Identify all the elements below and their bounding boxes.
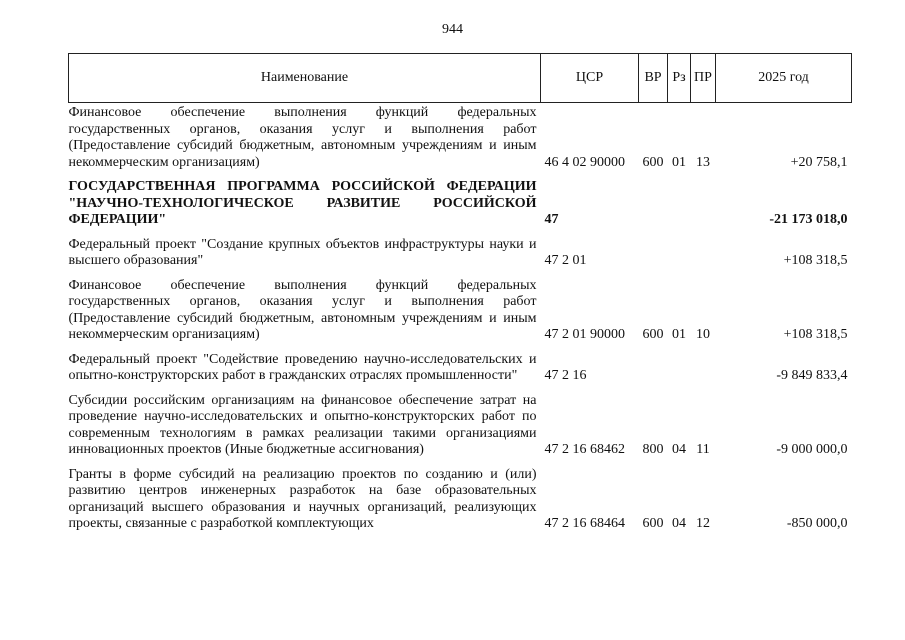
cell-amount: -21 173 018,0 <box>769 212 848 227</box>
header-vr: ВР <box>639 54 668 103</box>
row-spacer-cell <box>69 344 852 352</box>
cell-name: Федеральный проект "Содействие проведению научно-исследовательских и опытно-конструкторских работ в гражданских отраслях промышленности" <box>68 351 537 383</box>
table-row <box>69 467 852 533</box>
cell-pr: 11 <box>696 442 710 457</box>
row-spacer <box>69 385 852 393</box>
page-number: 944 <box>442 22 463 37</box>
cell-pr <box>691 237 716 270</box>
table-row <box>69 352 852 385</box>
cell-vr <box>639 237 668 270</box>
header-amount: 2025 год <box>716 54 852 103</box>
cell-csr: 47 2 16 68462 <box>544 442 625 457</box>
cell-amount: -9 000 000,0 <box>776 442 848 457</box>
cell-pr: 10 <box>696 327 710 342</box>
budget-table <box>68 53 852 533</box>
table-row <box>69 278 852 344</box>
table-row <box>69 103 852 172</box>
cell-name: Финансовое обеспечение выполнения функций федеральных государственных органов, оказания услуг и выполнения работ (Предоставление субсидий бюджетным, автономным учреждениям и иным некоммерческим организациям) <box>68 105 537 170</box>
header-csr: ЦСР <box>541 54 639 103</box>
row-spacer <box>69 344 852 352</box>
cell-csr: 47 <box>544 212 559 227</box>
cell-vr: 800 <box>642 442 664 457</box>
cell-name: Субсидии российским организациям на финансовое обеспечение затрат на проведение научно-исследовательских и опытно-конструкторских работ по современным технологиям в рамках реализации такими организациями инновационных проектов (Иные бюджетные ассигнования) <box>68 392 537 457</box>
cell-vr: 600 <box>642 154 664 170</box>
cell-vr: 600 <box>642 516 664 531</box>
table-body <box>69 103 852 533</box>
cell-vr <box>639 179 668 229</box>
cell-rz <box>668 352 691 385</box>
table-row <box>69 393 852 459</box>
cell-amount: +108 318,5 <box>783 327 848 342</box>
cell-amount: -850 000,0 <box>786 516 848 531</box>
cell-amount: -9 849 833,4 <box>776 368 848 383</box>
cell-csr: 46 4 02 90000 <box>544 154 625 170</box>
header-name: Наименование <box>69 54 541 103</box>
header-rz: Рз <box>668 54 691 103</box>
cell-rz: 04 <box>672 442 686 457</box>
cell-rz <box>668 237 691 270</box>
row-spacer-cell <box>69 229 852 237</box>
header-pr: ПР <box>691 54 716 103</box>
cell-name: Финансовое обеспечение выполнения функций федеральных государственных органов, оказания услуг и выполнения работ (Предоставление субсидий бюджетным, автономным учреждениям и иным некоммерческим организациям) <box>68 277 537 342</box>
cell-vr <box>639 352 668 385</box>
cell-pr: 13 <box>696 154 710 170</box>
cell-csr: 47 2 01 <box>544 253 587 268</box>
row-spacer-cell <box>69 171 852 179</box>
cell-csr: 47 2 01 90000 <box>544 327 625 342</box>
cell-name: ГОСУДАРСТВЕННАЯ ПРОГРАММА РОССИЙСКОЙ ФЕДЕРАЦИИ "НАУЧНО-ТЕХНОЛОГИЧЕСКОЕ РАЗВИТИЕ РОССИЙСКОЙ ФЕДЕРАЦИИ" <box>68 179 537 227</box>
cell-name: Гранты в форме субсидий на реализацию проектов по созданию и (или) развитию центров инженерных разработок на базе образовательных организаций высшего образования и научных организаций, реализующих проекты, связанные с разработкой комплектующих <box>68 466 537 531</box>
cell-pr <box>691 179 716 229</box>
row-spacer <box>69 229 852 237</box>
cell-name: Федеральный проект "Создание крупных объектов инфраструктуры науки и высшего образования" <box>68 236 537 268</box>
cell-rz: 04 <box>672 516 686 531</box>
cell-rz <box>668 179 691 229</box>
cell-csr: 47 2 16 68464 <box>544 516 625 531</box>
cell-csr: 47 2 16 <box>544 368 587 383</box>
row-spacer <box>69 459 852 467</box>
cell-vr: 600 <box>642 327 664 342</box>
cell-amount: +20 758,1 <box>790 154 848 170</box>
cell-rz: 01 <box>672 327 686 342</box>
table-row <box>69 179 852 229</box>
row-spacer-cell <box>69 270 852 278</box>
cell-rz: 01 <box>672 154 686 170</box>
row-spacer-cell <box>69 385 852 393</box>
row-spacer <box>69 171 852 179</box>
table-row <box>69 237 852 270</box>
row-spacer <box>69 270 852 278</box>
cell-amount: +108 318,5 <box>783 253 848 268</box>
cell-pr <box>691 352 716 385</box>
cell-pr: 12 <box>696 516 710 531</box>
table-header-row <box>69 54 852 103</box>
row-spacer-cell <box>69 459 852 467</box>
